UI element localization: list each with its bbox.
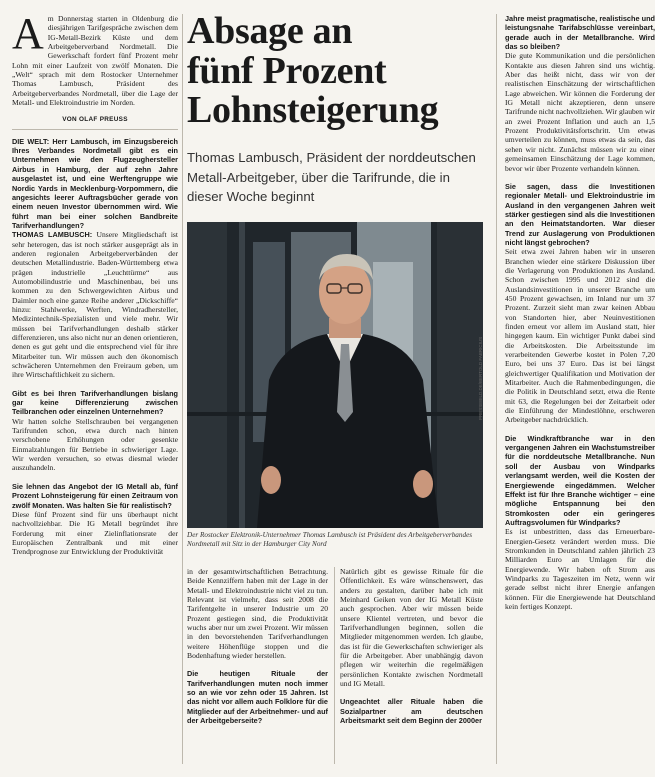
photo-caption: Der Rostocker Elektronik-Unternehmer Thomas Lambusch ist Präsident des Arbeitgeberverbandes Nordmetall mit Sitz in der Hamburger City Nord xyxy=(187,531,473,548)
headline-line-1: Absage an xyxy=(187,10,353,52)
answer-5: Die gute Kommunikation und die persönlichen Kontakte aus diesen Jahren sind uns wichtig. Aber das heißt nicht, dass wir von der realistischen Einschätzung der wirtschaftlichen Lage abweichen. Wir können die Forderung der IG Metall nicht akzeptieren, denn unsere Tarifrunde nicht nachvollziehen. Wir glauben wir an zwei Prozent Inflation und auch an 1,5 Prozent Produktivitätsfortschritt. Um etwas umverteilen zu können, muss etwas da sein, das sehen wir nicht. Zunächst müssen wir zu einer gemeinsamen Einschätzung der Lage kommen, bevor wir über Prozente verhandeln können. xyxy=(505,51,655,173)
question-6: Sie sagen, dass die Investitionen regionaler Metall- und Elektroindustrie im Ausland in den vergangenen Jahren weit stärker gestiegen sind als die Investitionen an den Heimatstandorten. War dieser Trend zur Auslagerung von Produktionen nicht längst gebrochen? xyxy=(505,181,655,247)
question-1: DIE WELT: Herr Lambusch, im Einzugsbereich Ihres Verbandes Nordmetall gibt es ein Unternehmen wie den Flugzeughersteller Airbus in Hamburg, der auf zehn Jahre ausgelastet ist, und eine Werftengruppe wie Nordic Yards in Mecklenburg-Vorpommern, die angesichts leerer Auftragsbücher gerade von einem neuen Investor übernommen wird. Wie führt man bei einer solchen Bandbreite Tarifverhandlungen? xyxy=(12,136,178,230)
column-3 xyxy=(340,567,483,726)
photo-credit: PRESSEBILD.DE/BERTOLD FABRICIUS xyxy=(478,336,483,420)
answer-6: Seit etwa zwei Jahren haben wir in unseren Branchen wieder eine stärkere Diskussion über die Verlagerung von Produktionen ins Ausland. Schon zwischen 1995 und 2012 sind die Auslandsinvestitionen in unserer Branche um 450 Prozent gewachsen, im Inland nur um 37 Prozent. Zurzeit sieht man zwar keinen Abbau von Standorten hier, aber Neuinvestitionen finden erneut vor allem im Ausland statt, hier hingegen kaum. Ein wichtiger Punkt dabei sind die Arbeitskosten. Die Arbeitsstunde im verarbeitenden Gewerbe kostet in Polen 7,20 Euro, bei uns 37 Euro. Das ist bei längst gleichwertiger Qualifikation und Motivation der Mitarbeiter. Auch die Rahmenbedingungen, die die Politik in Deutschland setzt, etwa die Rente mit 63, die Regelungen bei der Zeitarbeit oder die Einführung der Mindestlöhne, erschweren Arbeitgeber nachdrücklich. xyxy=(505,247,655,425)
column-divider xyxy=(496,14,497,764)
column-1 xyxy=(12,9,178,557)
column-3-text: Natürlich gibt es gewisse Rituale für die Öffentlichkeit. Es wäre wünschenswert, das anders zu gestalten, darüber habe ich mit Meinhard Geiken von der IG Metall Küste auch gesprochen. Aber wir müssen beide unsere Klientel vertreten, und bevor die Tarifverhandlungen beginnen, sollen die Mitglieder mitgenommen werden. Ich glaube, das ist für die Gewerkschaften schwieriger als für die Arbeitgeber. Aber unabhängig davon pflegen wir weiterhin die regelmäßigen persönlichen Kontakte zwischen Nordmetall und IG Metall. xyxy=(340,567,483,689)
drop-cap: A xyxy=(12,9,44,58)
column-2 xyxy=(187,567,328,726)
column-4 xyxy=(505,14,655,774)
answer-3: Diese fünf Prozent sind für uns überhaupt nicht nachvollziehbar. Die IG Metall begründet ihre Forderung mit einer Zielinflationsrate der Europäischen Zentralbank und mit einer Trendprognose zur Entwicklung der Produktivität xyxy=(12,509,178,557)
answer-7: Es ist unbestritten, dass das Erneuerbare-Energien-Gesetz verändert werden muss. Die Stromkunden in Deutschland zahlen jährlich 23 Milliarden Euro an Umlagen für die Energiewende. Wir haben oft Strom aus Windparks zu Tageszeiten im Netz, wenn wir gerade selbst nicht ihrer Energie anfangen können. Für die Energiewende hat Deutschland kein fertiges Konzept. xyxy=(505,527,655,611)
question-5-continued: Jahre meist pragmatische, realistische und leistungsnahe Tarifabschlüsse vereinbart, gerade auch in der Metallbranche. Wird das so bleiben? xyxy=(505,14,655,52)
question-3: Sie lehnen das Angebot der IG Metall ab, fünf Prozent Lohnsteigerung für einen Zeitraum von zwölf Monaten. Was halten Sie für realistisch? xyxy=(12,481,178,510)
byline-rule xyxy=(12,129,178,130)
question-5: Ungeachtet aller Rituale haben die Sozialpartner am deutschen Arbeitsmarkt seit dem Beginn der 2000er xyxy=(340,697,483,726)
column-2-text: in der gesamtwirtschaftlichen Betrachtung. Beide Kennziffern haben mit der Lage in der Metall- und Elektroindustrie nicht viel zu tun. Relevant ist vielmehr, dass seit 2008 die Tarifentgelte in unserer Industrie um 20 Prozent gestiegen sind, die Produktivität wuchs aber nur um zwei Prozent. Wir müssen in den bevorstehenden Tarifverhandlungen weitere Höhenflüge stoppen und die Bodenhaftung wieder herstellen. xyxy=(187,567,328,661)
speaker-label: THOMAS LAMBUSCH: xyxy=(12,230,93,240)
headline-line-2: fünf Prozent xyxy=(187,49,387,92)
subhead: Thomas Lambusch, Präsident der norddeutschen Metall-Arbeitgeber, über die Tarifrunde, die in dieser Woche beginnt xyxy=(187,150,476,205)
portrait-image xyxy=(187,222,483,528)
question-4: Die heutigen Rituale der Tarifverhandlungen muten noch immer so an wie vor zehn oder 15 Jahren. Ist das nicht vor allem auch Folklore für die Mitglieder auf der Arbeitnehmer- und auf der Arbeitgeberseite? xyxy=(187,669,328,726)
answer-1: Unsere Mitgliedschaft ist sehr heterogen, das ist noch stärker ausgeprägt als in anderen regionalen Arbeitgeberverbänden der deutschen Metallindustrie. Baden-Württemberg etwa prägen industrielle „Leuchttürme“ aus Automobilindustrie und Maschinenbau, bei uns kommen zu den Schwergewichten Airbus und Daimler noch eine ganze Reihe anderer „Dickschiffe“ hinzu: Stahlwerke, Werften, Windradhersteller, Medizintechnik-Spezialisten und viele mehr. Wir müssen bei Tarifverhandlungen deshalb stärker differenzieren, uns also nicht nur an denen orientieren, denen es gut geht und die entsprechend viel für ihre Mitarbeiter tun. Wir müssen auch den ökonomisch schwächeren Unternehmen den Freiraum geben, um ihre Wirtschaftlichkeit zu sichern. xyxy=(12,230,178,380)
column-divider xyxy=(182,14,183,764)
answer-2: Wir hatten solche Stellschrauben bei vergangenen Tarifrunden schon, etwa durch nach hinten verschobene Erhöhungen oder gesenkte Einmalzahlungen für Betriebe in schwieriger Lage. Wir werden versuchen, so etwas diesmal wieder auszuhandeln. xyxy=(12,416,178,473)
question-7: Die Windkraftbranche war in den vergangenen Jahren ein Wachstumstreiber für die norddeutsche Metallbranche. Nun soll der Ausbau von Windparks verlangsamt werden, weil die Kosten der Energiewende eingedämmen. Welcher Effekt ist für Ihre Branche wichtiger – eine mögliche Entspannung bei den Stromkosten oder ein geringeres Auftragsvolumen für Windparks? xyxy=(505,433,655,527)
headline-line-3: Lohnsteigerung xyxy=(187,89,439,131)
byline: VON OLAF PREUSS xyxy=(62,116,128,124)
headline xyxy=(187,12,487,131)
intro-text: m Donnerstag starten in Oldenburg die diesjährigen Tarifgespräche zwischen dem IG-Metall-Bezirk Küste und dem Arbeitgeberverband Nordmetall. Die Gewerkschaft fordert fünf Prozent mehr Lohn mit einer Laufzeit von zwölf Monaten. Die „Welt“ sprach mit dem Rostocker Unternehmer Thomas Lambusch, Präsident des Arbeitgeberverbandes Nordmetall, über die Lage der Metall- und Elektroindustrie im Norden. xyxy=(12,14,178,108)
question-2: Gibt es bei Ihren Tarifverhandlungen bislang gar keine Differenzierung zwischen Teilbranchen oder einzelnen Unternehmen? xyxy=(12,388,178,417)
portrait-photo xyxy=(187,222,483,528)
column-divider xyxy=(334,567,335,764)
